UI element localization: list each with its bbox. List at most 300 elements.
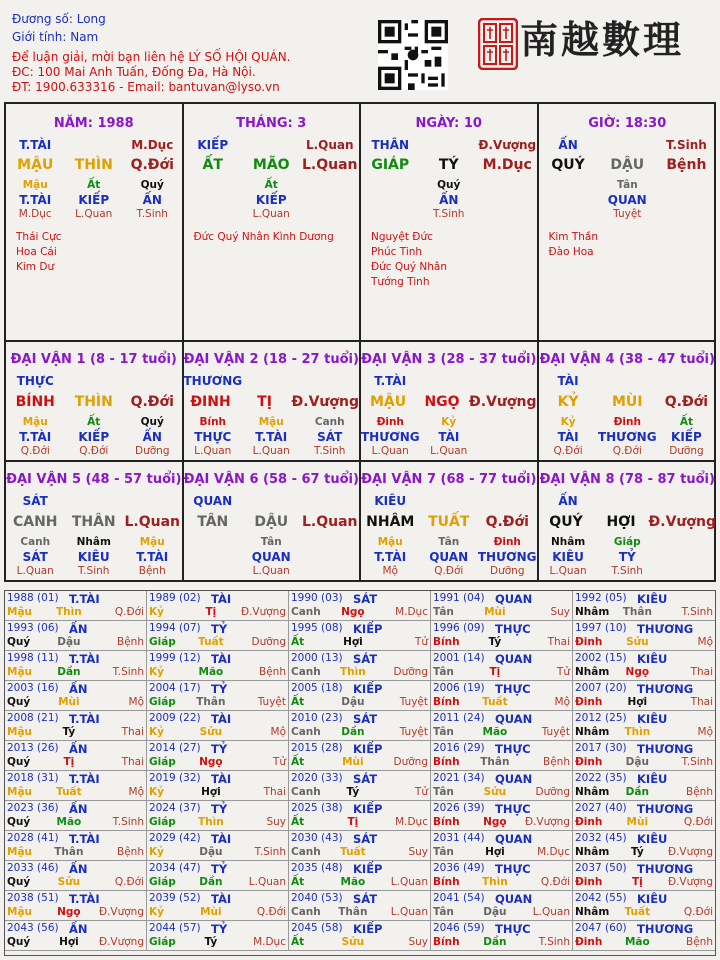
cell-line xyxy=(361,430,537,444)
cell-value xyxy=(657,179,716,191)
cell-line xyxy=(539,514,717,530)
cell-line xyxy=(184,138,360,152)
cell-value: T.TÀI xyxy=(19,430,52,444)
annual-branch: Hợi xyxy=(627,696,648,708)
annual-stem: Ất xyxy=(291,936,305,948)
annual-cell xyxy=(147,681,289,711)
dai-van-star: THƯƠNG xyxy=(183,374,243,388)
dai-van-cell xyxy=(184,462,362,582)
cell-value: Q.Đới xyxy=(485,514,529,530)
annual-head xyxy=(291,592,428,606)
cell-value: Đinh xyxy=(613,416,641,428)
annual-body xyxy=(149,756,286,770)
annual-life: Bệnh xyxy=(117,636,144,648)
cell-value: Q.Đới xyxy=(553,445,583,457)
annual-stem: Mậu xyxy=(7,786,33,798)
annual-star: TỶ xyxy=(211,922,228,936)
annual-branch: Tị xyxy=(205,606,217,618)
cell-value: Dưỡng xyxy=(669,445,704,457)
annual-cell xyxy=(431,711,573,741)
annual-star: THỰC xyxy=(495,742,531,756)
brand-logo-text: 南越數理 xyxy=(520,17,685,62)
annual-branch: Thân xyxy=(196,696,226,708)
annual-year: 2031 (44) xyxy=(433,832,485,844)
annual-stem: Ất xyxy=(291,696,305,708)
cell-line xyxy=(6,514,182,530)
annual-branch: Mão xyxy=(482,726,508,738)
annual-head xyxy=(575,892,713,906)
annual-body xyxy=(149,906,286,920)
annual-branch: Thìn xyxy=(340,666,366,678)
annual-stem: Kỷ xyxy=(149,906,164,918)
annual-star: T.TÀI xyxy=(69,712,100,726)
cell-value: T.TÀI xyxy=(374,550,407,564)
annual-cell xyxy=(431,861,573,891)
annual-life: Bệnh xyxy=(686,786,713,798)
annual-body xyxy=(149,786,286,800)
pillars-grid xyxy=(4,102,716,582)
annual-body xyxy=(575,726,713,740)
annual-year: 2034 (47) xyxy=(149,862,201,874)
gender: Giới tính: Nam xyxy=(12,30,99,44)
annual-star: THƯƠNG xyxy=(637,922,694,936)
cell-value: Mộ xyxy=(382,565,398,577)
annual-branch: Sửu xyxy=(483,786,507,798)
cell-line xyxy=(539,445,717,457)
annual-body xyxy=(291,876,428,890)
annual-head xyxy=(291,652,428,666)
annual-year: 1988 (01) xyxy=(7,592,59,604)
annual-star: ẤN xyxy=(69,622,88,636)
annual-year: 2009 (22) xyxy=(149,712,201,724)
annual-star: T.TÀI xyxy=(69,772,100,786)
annual-cell xyxy=(431,771,573,801)
cell-line xyxy=(361,565,537,577)
annual-life: Đ.Vượng xyxy=(524,816,570,828)
annual-star: KIÊU xyxy=(637,772,668,786)
annual-cell xyxy=(289,861,431,891)
cell-value xyxy=(539,208,598,220)
annual-stem: Đinh xyxy=(575,936,603,948)
annual-star: TÀI xyxy=(211,712,232,726)
cell-value: M.Dục xyxy=(18,208,52,220)
annual-year: 2040 (53) xyxy=(291,892,343,904)
cell-value: L.Quan xyxy=(75,208,113,220)
annual-star: QUAN xyxy=(495,652,533,666)
cell-value: L.Quan xyxy=(124,514,181,530)
cell-line xyxy=(184,193,360,207)
cell-value: T.TÀI xyxy=(19,138,52,152)
cell-value: QUAN xyxy=(607,193,647,207)
annual-cell xyxy=(147,921,289,951)
annual-stem: Ất xyxy=(291,816,305,828)
annual-branch: Tị xyxy=(489,666,501,678)
cell-value xyxy=(184,208,243,220)
cell-line xyxy=(6,550,182,564)
annual-year: 2005 (18) xyxy=(291,682,343,694)
cell-line xyxy=(6,565,182,577)
cell-value: THÌN xyxy=(74,157,113,173)
annual-head xyxy=(7,622,144,636)
annual-life: Q.Đới xyxy=(683,906,713,918)
cell-value: Dưỡng xyxy=(135,445,170,457)
cell-line xyxy=(539,374,717,388)
cell-value xyxy=(242,138,301,152)
cell-line xyxy=(539,494,717,508)
cell-line xyxy=(539,193,717,207)
annual-cell xyxy=(147,771,289,801)
annual-branch: Dậu xyxy=(57,636,81,648)
annual-cell xyxy=(5,801,147,831)
special-star: Phúc Tinh xyxy=(371,246,423,258)
cell-value: T.Sinh xyxy=(433,208,465,220)
special-stars xyxy=(194,230,334,245)
annual-year: 2020 (33) xyxy=(291,772,343,784)
annual-life: Tử xyxy=(272,756,286,768)
annual-stem: Mậu xyxy=(7,666,33,678)
annual-head xyxy=(575,652,713,666)
cell-value: L.Quan xyxy=(252,208,290,220)
cell-value: Ất xyxy=(679,416,693,428)
cell-value xyxy=(478,445,537,457)
cell-value xyxy=(478,208,537,220)
annual-body xyxy=(575,786,713,800)
annual-branch: Mùi xyxy=(58,696,80,708)
annual-branch: Dần xyxy=(341,726,365,738)
annual-branch: Tý xyxy=(630,846,644,858)
cell-value: T.TÀI xyxy=(136,550,169,564)
annual-body xyxy=(291,846,428,860)
annual-year: 1993 (06) xyxy=(7,622,59,634)
cell-value xyxy=(301,208,360,220)
annual-cell xyxy=(147,801,289,831)
annual-year: 1994 (07) xyxy=(149,622,201,634)
special-star: Đức Quý Nhân xyxy=(371,261,447,273)
cell-line xyxy=(6,536,182,548)
annual-life: Suy xyxy=(408,846,428,858)
annual-life: Dưỡng xyxy=(251,636,286,648)
cell-line xyxy=(6,193,182,207)
annual-stem: Kỷ xyxy=(149,606,164,618)
cell-value: DẬU xyxy=(254,514,289,530)
annual-cell xyxy=(573,741,715,771)
annual-star: THỰC xyxy=(495,622,531,636)
annual-star: TÀI xyxy=(211,592,232,606)
annual-head xyxy=(433,652,570,666)
annual-body xyxy=(7,636,144,650)
annual-head xyxy=(291,862,428,876)
dai-van-title: ĐẠI VẬN 6 (58 - 67 tuổi) xyxy=(183,472,359,487)
dai-van-star: KIÊU xyxy=(374,494,407,508)
cell-value: Nhâm xyxy=(550,536,586,548)
annual-life: Thai xyxy=(121,726,144,738)
cell-value: THÂN xyxy=(71,514,116,530)
annual-stem: Quý xyxy=(7,936,31,948)
annual-branch: Ngọ xyxy=(341,606,365,618)
annual-body xyxy=(7,726,144,740)
annual-life: Dưỡng xyxy=(393,666,428,678)
annual-life: L.Quan xyxy=(532,906,570,918)
annual-cell xyxy=(431,801,573,831)
annual-star: THƯƠNG xyxy=(637,682,694,696)
cell-value: Bệnh xyxy=(666,157,707,173)
annual-year: 1998 (11) xyxy=(7,652,59,664)
annual-life: T.Sinh xyxy=(112,816,144,828)
dai-van-star: SÁT xyxy=(22,494,48,508)
annual-body xyxy=(433,936,570,950)
annual-star: THỰC xyxy=(495,802,531,816)
cell-value: Q.Đới xyxy=(434,565,464,577)
address: ĐC: 100 Mai Anh Tuấn, Đống Đa, Hà Nội. xyxy=(12,65,256,79)
annual-life: Tuyệt xyxy=(257,696,286,708)
cell-line xyxy=(361,193,537,207)
cell-value: Mậu xyxy=(377,536,403,548)
annual-branch: Mùi xyxy=(484,606,506,618)
annual-year: 2041 (54) xyxy=(433,892,485,904)
annual-cell xyxy=(431,921,573,951)
annual-life: Q.Đới xyxy=(540,876,570,888)
dai-van-title: ĐẠI VẬN 8 (78 - 87 tuổi) xyxy=(539,472,715,487)
cell-line xyxy=(184,208,360,220)
annual-stem: Nhâm xyxy=(575,606,610,618)
cell-value: L.Quan xyxy=(301,157,358,173)
annual-head xyxy=(433,622,570,636)
annual-stem: Canh xyxy=(291,606,321,618)
annual-year: 1997 (10) xyxy=(575,622,627,634)
annual-star: THỰC xyxy=(495,922,531,936)
annual-head xyxy=(575,742,713,756)
cell-value: M.Dục xyxy=(131,138,174,152)
annual-stem: Bính xyxy=(433,876,460,888)
annual-head xyxy=(433,712,570,726)
annual-branch: Hợi xyxy=(485,846,505,858)
annual-star: QUAN xyxy=(495,892,533,906)
annual-life: Thai xyxy=(690,696,713,708)
annual-branch: Mão xyxy=(198,666,224,678)
annual-head xyxy=(7,832,144,846)
cell-line xyxy=(184,416,360,428)
annual-head xyxy=(433,892,570,906)
annual-body xyxy=(149,816,286,830)
annual-head xyxy=(149,832,286,846)
annual-cell xyxy=(147,621,289,651)
cell-value: TỶ xyxy=(618,550,636,564)
annual-stem: Quý xyxy=(7,876,31,888)
annual-stem: Tân xyxy=(433,846,454,858)
annual-branch: Tị xyxy=(631,876,643,888)
cell-value xyxy=(657,565,716,577)
cell-value: ĐINH xyxy=(190,394,231,410)
annual-head xyxy=(7,772,144,786)
cell-value: Ất xyxy=(87,179,101,191)
annual-life: M.Dục xyxy=(395,816,428,828)
annual-cell xyxy=(147,651,289,681)
annual-star: TỶ xyxy=(211,862,228,876)
cell-value: TÝ xyxy=(438,157,459,173)
annual-star: KIẾP xyxy=(353,622,383,636)
cell-value: Kỷ xyxy=(560,416,576,428)
annual-cell xyxy=(289,831,431,861)
annual-life: Thai xyxy=(263,786,286,798)
annual-head xyxy=(575,682,713,696)
special-stars xyxy=(371,230,447,290)
annual-year: 2004 (17) xyxy=(149,682,201,694)
annual-star: ẤN xyxy=(69,742,88,756)
annual-stem: Nhâm xyxy=(575,666,610,678)
cell-value: TUẤT xyxy=(428,514,470,530)
dai-van-title: ĐẠI VẬN 7 (68 - 77 tuổi) xyxy=(361,472,537,487)
cell-value xyxy=(301,565,360,577)
annual-head xyxy=(433,862,570,876)
cell-line xyxy=(539,550,717,564)
annual-stem: Tân xyxy=(433,666,454,678)
special-stars xyxy=(549,230,599,260)
annual-cell xyxy=(573,651,715,681)
annual-body xyxy=(575,606,713,620)
annual-life: Tử xyxy=(414,636,428,648)
annual-body xyxy=(7,666,144,680)
annual-body xyxy=(433,846,570,860)
annual-branch: Dần xyxy=(199,876,223,888)
annual-branch: Mùi xyxy=(200,906,222,918)
annual-year: 2026 (39) xyxy=(433,802,485,814)
annual-head xyxy=(7,922,144,936)
dai-van-cell xyxy=(6,342,184,462)
cell-line xyxy=(6,179,182,191)
dai-van-cell xyxy=(361,462,539,582)
annual-body xyxy=(7,906,144,920)
annual-branch: Sửu xyxy=(57,876,81,888)
cell-line xyxy=(539,208,717,220)
annual-head xyxy=(149,682,286,696)
cell-value xyxy=(301,179,360,191)
annual-head xyxy=(575,712,713,726)
cell-value: T.Sinh xyxy=(78,565,110,577)
annual-cell xyxy=(5,741,147,771)
annual-head xyxy=(575,802,713,816)
annual-life: Suy xyxy=(550,606,570,618)
annual-head xyxy=(149,712,286,726)
cell-value: Đ.Vượng xyxy=(291,394,359,410)
cell-value xyxy=(478,193,537,207)
annual-year: 2043 (56) xyxy=(7,922,59,934)
annual-branch: Tuất xyxy=(340,846,366,858)
cell-value: T.Sinh xyxy=(314,445,346,457)
annual-life: L.Quan xyxy=(248,876,286,888)
annual-cell xyxy=(573,711,715,741)
annual-year: 2016 (29) xyxy=(433,742,485,754)
cell-value: Canh xyxy=(314,416,345,428)
annual-branch: Mão xyxy=(56,816,82,828)
cell-value xyxy=(184,550,243,564)
annual-cell xyxy=(573,921,715,951)
annual-year: 2008 (21) xyxy=(7,712,59,724)
annual-life: Mộ xyxy=(128,696,144,708)
annual-body xyxy=(291,696,428,710)
annual-star: KIẾP xyxy=(353,742,383,756)
annual-stem: Ất xyxy=(291,636,305,648)
annual-branch: Ngọ xyxy=(483,816,507,828)
annual-body xyxy=(575,906,713,920)
cell-value xyxy=(361,193,420,207)
cell-line xyxy=(184,179,360,191)
annual-branch: Thân xyxy=(54,846,84,858)
annual-head xyxy=(575,772,713,786)
annual-head xyxy=(291,832,428,846)
cell-value xyxy=(361,208,420,220)
annual-head xyxy=(149,592,286,606)
annual-head xyxy=(575,862,713,876)
annual-head xyxy=(575,922,713,936)
annual-body xyxy=(291,666,428,680)
special-star: Thái Cực xyxy=(16,231,62,243)
cell-line xyxy=(361,445,537,457)
annual-star: SÁT xyxy=(353,652,378,666)
annual-life: Đ.Vượng xyxy=(240,606,286,618)
dai-van-title: ĐẠI VẬN 3 (28 - 37 tuổi) xyxy=(361,352,537,367)
annual-star: KIẾP xyxy=(353,802,383,816)
cell-line xyxy=(184,157,360,173)
cell-line xyxy=(539,565,717,577)
annual-branch: Dần xyxy=(57,666,81,678)
cell-line xyxy=(184,430,360,444)
annual-cell xyxy=(573,771,715,801)
annual-stem: Canh xyxy=(291,786,321,798)
annual-year: 2012 (25) xyxy=(575,712,627,724)
cell-line xyxy=(184,565,360,577)
annual-body xyxy=(433,786,570,800)
annual-star: THƯƠNG xyxy=(637,802,694,816)
annual-cell xyxy=(5,771,147,801)
annual-head xyxy=(149,892,286,906)
cell-line xyxy=(184,514,360,530)
annual-cell xyxy=(147,711,289,741)
annual-table xyxy=(4,590,716,956)
annual-year: 2015 (28) xyxy=(291,742,343,754)
annual-cell xyxy=(289,681,431,711)
annual-stem: Canh xyxy=(291,666,321,678)
cell-value xyxy=(539,179,598,191)
cell-line xyxy=(184,394,360,410)
annual-life: Q.Đới xyxy=(256,906,286,918)
annual-branch: Tuất xyxy=(198,636,224,648)
annual-star: T.TÀI xyxy=(69,832,100,846)
annual-body xyxy=(575,636,713,650)
annual-cell xyxy=(289,891,431,921)
annual-year: 1989 (02) xyxy=(149,592,201,604)
annual-star: QUAN xyxy=(495,832,533,846)
annual-body xyxy=(7,696,144,710)
cell-value: HỢI xyxy=(606,514,636,530)
annual-cell xyxy=(5,621,147,651)
cell-value: KIÊU xyxy=(77,550,110,564)
annual-branch: Thân xyxy=(338,906,368,918)
annual-star: SÁT xyxy=(353,832,378,846)
annual-body xyxy=(433,876,570,890)
cell-line xyxy=(6,430,182,444)
annual-head xyxy=(291,802,428,816)
annual-branch: Mão xyxy=(340,876,366,888)
annual-head xyxy=(291,892,428,906)
annual-stem: Giáp xyxy=(149,756,176,768)
annual-year: 2032 (45) xyxy=(575,832,627,844)
annual-stem: Mậu xyxy=(7,846,33,858)
annual-star: KIẾP xyxy=(353,922,383,936)
special-star: Nguyệt Đức xyxy=(371,231,433,243)
cell-value: Quý xyxy=(437,179,461,191)
cell-value: Bính xyxy=(199,416,227,428)
annual-stem: Canh xyxy=(291,726,321,738)
